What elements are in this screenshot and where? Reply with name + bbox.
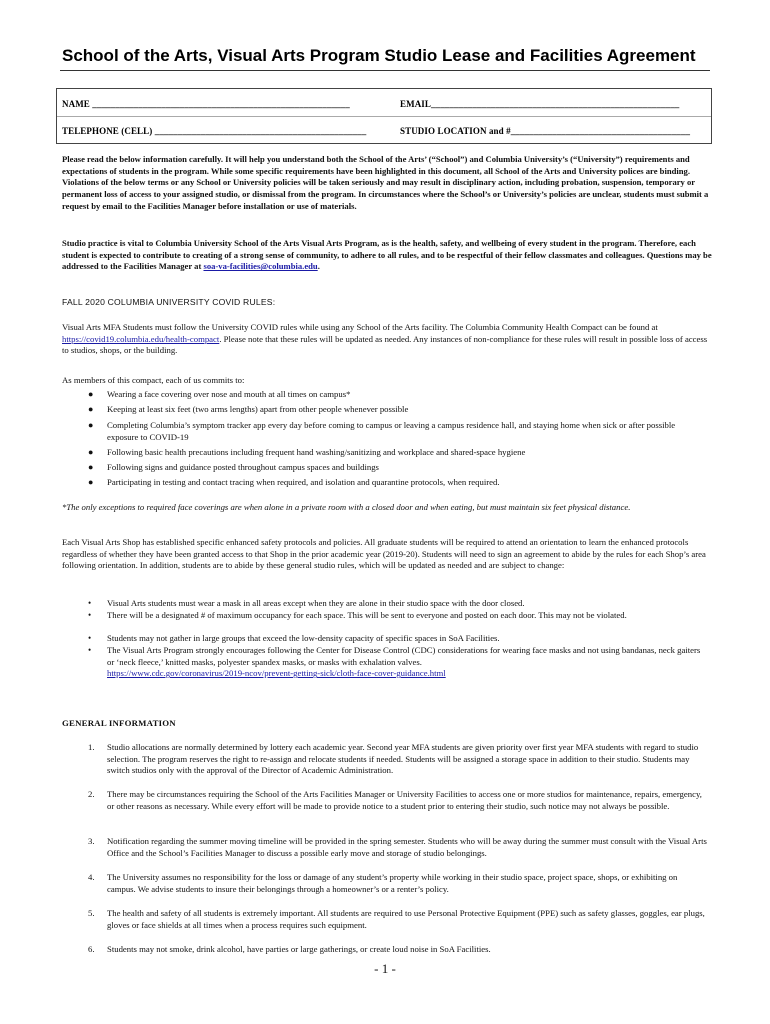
bullet-icon: • — [88, 598, 92, 608]
list-item: The health and safety of all students is extremely important. All students are required to use Personal Protective Equipment (PPE) such as safety glasses, goggles, ear plugs, gloves or face shields at all times when a process requires such equipment. — [107, 908, 705, 930]
list-item: Following basic health precautions including frequent hand washing/sanitizing and workplace and shared-space hygiene — [107, 447, 526, 457]
covid-rules-heading: FALL 2020 COLUMBIA UNIVERSITY COVID RULES: — [62, 297, 276, 307]
list-item — [107, 645, 707, 680]
bullet-icon: ● — [88, 477, 94, 487]
general-information-heading: GENERAL INFORMATION — [62, 718, 176, 728]
intro-paragraph-1: Please read the below information carefully. It will help you understand both the School of the Arts’ (“School”) and Columbia University’s (“University”) requirements and expectations of students in the program. While some specific requirements have been highlighted in this document, all School of the Arts and University polices are binding. Violations of the below terms or any School or University policies will be taken seriously and may result in disciplinary action, including probation, suspension, temporary or permanent loss of access to your assigned studio, or dismissal from the program. In circumstances where the School’s or University’s policies are unclear, students must submit a request by email to the Facilities Manager before installation or use of materials. — [62, 154, 709, 211]
list-item: Wearing a face covering over nose and mouth at all times on campus* — [107, 389, 351, 399]
name-field[interactable]: NAME ________________________________________________________ — [62, 99, 350, 109]
email-field[interactable]: EMAIL______________________________________________________ — [400, 99, 680, 109]
list-item: Participating in testing and contact tracing when required, and isolation and quarantine protocols, when required. — [107, 477, 500, 487]
bullet-icon: ● — [88, 420, 94, 430]
covid-para-text-b: . Please note that these rules will be updated as needed. Any instances of non-compliance for these rules will result in possible loss of access to studios, shops, or the building. — [62, 333, 708, 356]
face-covering-exception-note: *The only exceptions to required face coverings are when alone in a private room with a closed door and when eating, but must maintain six feet physical distance. — [62, 502, 631, 512]
list-item: Following signs and guidance posted throughout campus spaces and buildings — [107, 462, 379, 472]
item-number: 2. — [88, 789, 95, 799]
item-number: 4. — [88, 872, 95, 882]
bullet-icon: ● — [88, 462, 94, 472]
list-item: Students may not gather in large groups that exceed the low-density capacity of specific spaces in SoA Facilities. — [107, 633, 500, 643]
student-info-box — [56, 88, 712, 144]
cdc-guidance-link[interactable]: https://www.cdc.gov/coronavirus/2019-ncov/prevent-getting-sick/cloth-face-cover-guidance.html — [107, 668, 446, 679]
studio-location-field[interactable]: STUDIO LOCATION and #_______________________________________ — [400, 126, 691, 136]
bullet-icon: ● — [88, 404, 94, 414]
list-item: Studio allocations are normally determined by lottery each academic year. Second year MFA students are given priority over first year MFA students with regard to studio selection. The program reserves the right to re-assign and relocate students if needed. Students will be assigned a storage space in addition to their studio. Students may switch studios only with the approval of the Director of Academic Administration. — [107, 742, 699, 776]
covid-para-text-a: Visual Arts MFA Students must follow the University COVID rules while using any School of the Arts facility. The Columbia Community Health Compact can be found at — [62, 322, 658, 332]
telephone-field[interactable]: TELEPHONE (CELL) ______________________________________________ — [62, 126, 367, 136]
bullet-icon: ● — [88, 447, 94, 457]
list-item: Visual Arts students must wear a mask in all areas except when they are alone in their studio space with the door closed. — [107, 598, 525, 608]
item-number: 5. — [88, 908, 95, 918]
list-item: Keeping at least six feet (two arms lengths) apart from other people whenever possible — [107, 404, 409, 414]
bullet-icon: • — [88, 610, 92, 620]
page-number: - 1 - — [374, 961, 396, 976]
bullet-icon: ● — [88, 389, 94, 399]
intro-paragraph-2-text: Studio practice is vital to Columbia University School of the Arts Visual Arts Program, as is the health, safety, and wellbeing of every student in the program. Therefore, each student is expected to contribute to creating of a strong sense of community, to adhere to all rules, and to be respectful of their fellow classmates and colleagues. Questions may be addressed to the Facilities Manager at — [62, 238, 712, 272]
shop-protocols-paragraph: Each Visual Arts Shop has established specific enhanced safety protocols and policies. All graduate students will be required to attend an orientation to learn the enhanced protocols regardless of whether they have been granted access to that Shop in the prior academic year (2019-20). Students will need to sign an agreement to abide by the rules for each Shop’s area following orientation. In addition, students are to abide by these general studio rules, which will be updated as needed and are subject to change: — [62, 537, 706, 571]
item-number: 6. — [88, 944, 95, 954]
list-item-text: The Visual Arts Program strongly encourages following the Center for Disease Control (CDC) considerations for wearing face masks and not using bandanas, neck gaiters or ‘neck fleece,’ knitted masks, polyester spandex masks, or masks with exhalation valves. — [107, 645, 701, 667]
document-title: School of the Arts, Visual Arts Program Studio Lease and Facilities Agreement — [62, 46, 696, 65]
list-item: The University assumes no responsibility for the loss or damage of any student’s property while working in their studio space, project space, shops, or exhibiting on campus. We advise students to insure their belongings through a homeowner’s or a renter’s policy. — [107, 872, 678, 894]
bullet-icon: • — [88, 645, 92, 655]
list-item: There will be a designated # of maximum occupancy for each space. This will be sent to everyone and posted on each door. This may not be violated. — [107, 610, 627, 620]
health-compact-link[interactable]: https://covid19.columbia.edu/health-compact — [62, 333, 220, 344]
intro-paragraph-2: Studio practice is vital to Columbia University School of the Arts Visual Arts Program, as is the health, safety, and wellbeing of every student in the program. Therefore, each student is expected to contribute to creating of a strong sense of community, to adhere to all rules, and to be respectful of their fellow classmates and colleagues. Questions may be addressed to the Facilities Manager at soa-va-facilities@columbia.edu. — [62, 238, 712, 272]
list-item: There may be circumstances requiring the School of the Arts Facilities Manager or University Facilities to access one or more studios for maintenance, repairs, emergency, or other reasons as necessary. While every effort will be made to provide notice to a student prior to entering their studio, such notice may not always be possible. — [107, 789, 702, 811]
title-underline — [60, 70, 710, 71]
list-item: Completing Columbia’s symptom tracker app every day before coming to campus or leaving a campus residence hall, and staying home when sick or after possible exposure to COVID-19 — [107, 420, 676, 442]
field-divider — [57, 116, 711, 117]
compact-intro: As members of this compact, each of us commits to: — [62, 375, 245, 385]
list-item: Notification regarding the summer moving timeline will be provided in the spring semester. Students who will be away during the summer must consult with the Visual Arts Office and the School’s Facilities Manager to discuss a possible early move and storage of studio belongings. — [107, 836, 707, 858]
facilities-email-link[interactable]: soa-va-facilities@columbia.edu — [203, 261, 318, 272]
bullet-icon: • — [88, 633, 92, 643]
covid-rules-paragraph — [62, 322, 712, 357]
item-number: 1. — [88, 742, 95, 752]
item-number: 3. — [88, 836, 95, 846]
list-item: Students may not smoke, drink alcohol, have parties or large gatherings, or create loud noise in SoA Facilities. — [107, 944, 491, 954]
